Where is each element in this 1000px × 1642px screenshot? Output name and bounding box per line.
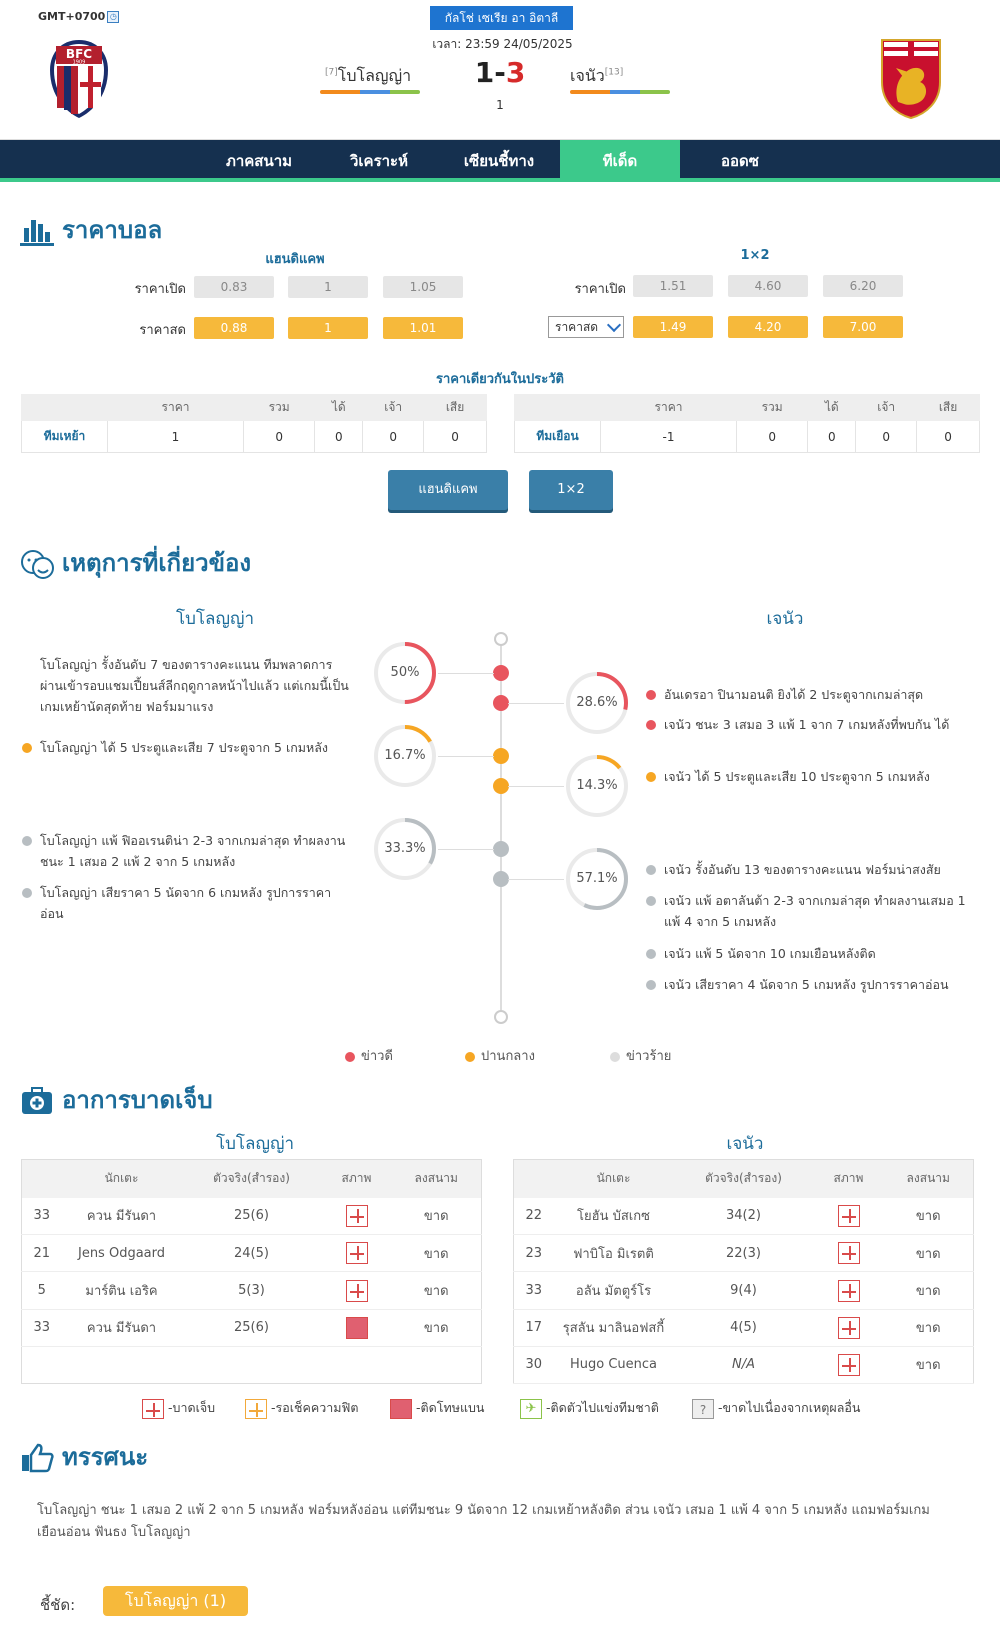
status-cell xyxy=(814,1309,884,1346)
cell: 33 xyxy=(514,1272,554,1309)
col-win: ได้ xyxy=(315,395,363,421)
event-text: เจนัว แพ้ อตาลันต้า 2-3 จากเกมล่าสุด ทำผลงานเสมอ 1 แพ้ 4 จาก 5 เกมหลัง xyxy=(664,893,966,929)
player-name: Hugo Cuenca xyxy=(554,1346,674,1383)
cell: 33 xyxy=(22,1309,62,1346)
opinion-title: ทรรศนะ xyxy=(62,1443,149,1471)
col-team xyxy=(22,395,108,421)
bologna-logo[interactable] xyxy=(48,38,110,120)
cell: 0 xyxy=(856,421,917,453)
injured-icon xyxy=(346,1280,368,1302)
legend-injured xyxy=(142,1398,215,1419)
events-title: เหตุการที่เกี่ยวข้อง xyxy=(62,549,252,577)
cell: 0 xyxy=(363,421,424,453)
event-text: โบโลญญ่า เสียราคา 5 นัดจาก 6 เกมหลัง รูปการราคาอ่อน xyxy=(40,885,332,921)
status-cell xyxy=(322,1272,392,1309)
timeline-dot-away-good xyxy=(493,695,509,711)
legend-label: -บาดเจ็บ xyxy=(168,1400,216,1415)
cell: 0 xyxy=(244,421,315,453)
svg-text:1909: 1909 xyxy=(72,59,86,66)
legend-other xyxy=(692,1398,860,1419)
table-header xyxy=(515,395,980,421)
col-status: สภาพ xyxy=(322,1160,392,1198)
events-section-title xyxy=(20,543,251,582)
col-lose: เสีย xyxy=(917,395,980,421)
event-text: เจนัว ชนะ 3 เสมอ 3 แพ้ 1 จาก 7 เกมหลังที่พบกัน ได้ xyxy=(664,717,950,732)
col-num xyxy=(22,1160,62,1198)
nav-experts[interactable]: เซียนชี้ทาง xyxy=(463,152,535,170)
timeline-end xyxy=(494,1010,508,1024)
cell: -1 xyxy=(601,421,737,453)
legend-national xyxy=(520,1398,659,1419)
home-bad-event-2 xyxy=(40,882,350,924)
timezone-label: GMT+0700 xyxy=(38,10,106,23)
col-lose: เสีย xyxy=(424,395,487,421)
cell: 9(4) xyxy=(674,1272,814,1309)
injuries-section-title xyxy=(20,1080,213,1119)
genoa-logo[interactable] xyxy=(880,38,942,120)
status-cell xyxy=(814,1198,884,1235)
cell: 0 xyxy=(315,421,363,453)
injured-icon xyxy=(838,1354,860,1376)
hc-open-line[interactable]: 1 xyxy=(288,276,368,298)
thumbs-up-icon xyxy=(20,1443,54,1473)
hc-open-home[interactable]: 0.83 xyxy=(194,276,274,298)
hc-live-away[interactable]: 1.01 xyxy=(383,317,463,339)
injured-icon xyxy=(346,1205,368,1227)
cell: N/A xyxy=(674,1346,814,1383)
legend-label: ข่าวร้าย xyxy=(626,1049,672,1064)
cell: 22 xyxy=(514,1198,554,1235)
timeline-dot-away-neutral xyxy=(493,778,509,794)
cell: 1 xyxy=(108,421,244,453)
event-text: เจนัว รั้งอันดับ 13 ของตารางคะแนน ฟอร์มน่าสงสัย xyxy=(664,862,941,877)
bad-dot xyxy=(646,980,656,990)
timeline-start xyxy=(494,632,508,646)
neutral-dot xyxy=(646,772,656,782)
score-separator: - xyxy=(494,56,506,89)
col-num xyxy=(514,1160,554,1198)
away-rank: [13] xyxy=(604,67,624,78)
timeline-dot-home-good xyxy=(493,665,509,681)
cell: 34(2) xyxy=(674,1198,814,1235)
cell: 0 xyxy=(424,421,487,453)
faces-icon xyxy=(20,549,54,579)
status-cell xyxy=(814,1272,884,1309)
pick-label: ชี้ชัด: xyxy=(40,1596,76,1614)
bar-chart-icon xyxy=(20,216,54,246)
nav-field[interactable]: ภาคสนาม xyxy=(225,152,293,170)
status-cell xyxy=(322,1198,392,1235)
events-home-team: โบโลญญ่า xyxy=(176,609,254,629)
injuries-table-home xyxy=(21,1159,482,1384)
timeline-dot-home-neutral xyxy=(493,748,509,764)
cell: 22(3) xyxy=(674,1235,814,1272)
cell: 0 xyxy=(808,421,856,453)
history-table-home xyxy=(21,394,487,453)
opinion-text: โบโลญญ่า ชนะ 1 เสมอ 2 แพ้ 2 จาก 5 เกมหลัง ฟอร์มหลังอ่อน แต่ทีมชนะ 9 นัดจาก 12 เกมเหย้าหลังติด ส่วน เจนัว เสมอ 1 แพ้ 4 จาก 5 เกมหลัง แถมฟอร์มเกมเยือนอ่อน ฟันธง โบโลญญ่า xyxy=(37,1503,930,1540)
home-neutral-event-1 xyxy=(40,737,350,758)
table-row-empty xyxy=(22,1346,482,1383)
league-badge[interactable]: กัลโช่ เซเรีย อา อิตาลี xyxy=(430,6,573,30)
event-text: เจนัว เสียราคา 4 นัดจาก 5 เกมหลัง รูปการราคาอ่อน xyxy=(664,977,949,992)
x12-open-away[interactable]: 6.20 xyxy=(823,275,903,297)
col-total: รวม xyxy=(737,395,808,421)
main-nav xyxy=(0,140,1000,182)
table-header xyxy=(514,1160,974,1198)
connector xyxy=(438,849,494,850)
cell: 23 xyxy=(514,1235,554,1272)
hc-live-home[interactable]: 0.88 xyxy=(194,317,274,339)
cell: ขาด xyxy=(884,1346,974,1383)
away-bad-event-1 xyxy=(664,859,984,880)
svg-text:BFC: BFC xyxy=(65,47,93,61)
pct-away-neutral: 14.3% xyxy=(576,778,618,793)
injured-icon xyxy=(838,1280,860,1302)
cell: ขาด xyxy=(392,1272,482,1309)
pick-badge[interactable]: โบโลญญ่า (1) xyxy=(103,1586,248,1616)
col-player: นักเตะ xyxy=(554,1160,674,1198)
status-cell xyxy=(814,1346,884,1383)
table-row[interactable] xyxy=(514,1346,974,1383)
connector xyxy=(438,673,494,674)
col-odds: ราคา xyxy=(601,395,737,421)
table-row[interactable] xyxy=(514,1198,974,1235)
match-header xyxy=(0,0,1000,140)
pct-home-good: 50% xyxy=(390,665,420,680)
medkit-icon xyxy=(20,1086,54,1116)
legend-suspended xyxy=(390,1398,484,1419)
cell: ขาด xyxy=(884,1272,974,1309)
away-team-name[interactable] xyxy=(570,64,623,89)
x12-live-home[interactable]: 1.49 xyxy=(633,316,713,338)
event-text: เจนัว ได้ 5 ประตูและเสีย 10 ประตูจาก 5 เกมหลัง xyxy=(664,769,930,784)
odds-type-value: ราคาสด xyxy=(555,320,599,334)
legend-good xyxy=(345,1045,393,1066)
suspended-icon xyxy=(390,1399,412,1419)
good-dot xyxy=(345,1052,355,1062)
table-row[interactable] xyxy=(22,1235,482,1272)
home-team-name[interactable] xyxy=(325,64,411,89)
table-row[interactable] xyxy=(22,1272,482,1309)
event-text: อันเดรอา ปินามอนติ ยิงได้ 2 ประตูจากเกมล่าสุด xyxy=(664,687,924,702)
home-bad-event-1 xyxy=(40,830,350,872)
cell: ขาด xyxy=(392,1309,482,1346)
airplane-icon: ✈ xyxy=(520,1399,542,1419)
legend-label: -ติดตัวไปแข่งทีมชาติ xyxy=(546,1400,659,1415)
cell: 30 xyxy=(514,1346,554,1383)
cell: 21 xyxy=(22,1235,62,1272)
x12-title: 1×2 xyxy=(740,248,770,263)
x12-live-draw[interactable]: 4.20 xyxy=(728,316,808,338)
home-name-text: โบโลญญ่า xyxy=(337,66,412,85)
cell: 33 xyxy=(22,1198,62,1235)
nav-tips[interactable]: ทีเด็ด xyxy=(560,140,680,182)
score-home: 1 xyxy=(474,56,495,89)
table-row[interactable] xyxy=(22,1198,482,1235)
handicap-button[interactable]: แฮนดิแคพ xyxy=(388,470,508,510)
nav-analysis[interactable]: วิเคราะห์ xyxy=(349,152,408,170)
cell: 0 xyxy=(917,421,980,453)
connector xyxy=(438,756,494,757)
odds-section-title xyxy=(20,210,162,249)
pct-away-bad: 57.1% xyxy=(576,871,618,886)
legend-label: ข่าวดี xyxy=(361,1049,393,1064)
col-apps: ตัวจริง(สำรอง) xyxy=(674,1160,814,1198)
x12-open-draw[interactable]: 4.60 xyxy=(728,275,808,297)
cell: ขาด xyxy=(392,1198,482,1235)
score-away: 3 xyxy=(505,56,526,89)
hc-open-away[interactable]: 1.05 xyxy=(383,276,463,298)
table-header xyxy=(22,395,487,421)
table-row xyxy=(515,421,980,453)
injuries-title: อาการบาดเจ็บ xyxy=(62,1086,213,1114)
opinion-section-title xyxy=(20,1437,148,1476)
cell: 0 xyxy=(737,421,808,453)
player-name: ควน มีรันดา xyxy=(62,1309,182,1346)
x12-open-label: ราคาเปิด xyxy=(574,282,626,297)
away-good-event-2 xyxy=(664,714,984,735)
injured-icon xyxy=(142,1399,164,1419)
event-text: โบโลญญ่า ได้ 5 ประตูและเสีย 7 ประตูจาก 5 เกมหลัง xyxy=(40,740,329,755)
col-player: นักเตะ xyxy=(62,1160,182,1198)
timeline-dot-away-bad xyxy=(493,871,509,887)
hc-open-label: ราคาเปิด xyxy=(134,282,186,297)
player-name: ควน มีรันดา xyxy=(62,1198,182,1235)
away-name-text: เจนัว xyxy=(570,66,605,85)
neutral-dot xyxy=(22,743,32,753)
injured-icon xyxy=(838,1205,860,1227)
legend-label: -ขาดไปเนื่องจากเหตุผลอื่น xyxy=(718,1400,861,1415)
away-bad-event-2 xyxy=(664,890,984,932)
col-total: รวม xyxy=(244,395,315,421)
hc-live-line[interactable]: 1 xyxy=(288,317,368,339)
pct-home-neutral: 16.7% xyxy=(384,748,426,763)
legend-label: ปานกลาง xyxy=(481,1049,535,1064)
legend-bad xyxy=(610,1045,671,1066)
status-cell xyxy=(322,1309,392,1346)
good-dot xyxy=(646,690,656,700)
nav-odds[interactable]: ออดซ xyxy=(721,152,759,170)
cell: 17 xyxy=(514,1309,554,1346)
cell: ขาด xyxy=(884,1198,974,1235)
injured-icon xyxy=(838,1317,860,1339)
home-rank: [7] xyxy=(325,67,338,78)
event-text: เจนัว แพ้ 5 นัดจาก 10 เกมเยือนหลังติด xyxy=(664,946,876,961)
col-play: ลงสนาม xyxy=(884,1160,974,1198)
col-apps: ตัวจริง(สำรอง) xyxy=(182,1160,322,1198)
events-away-team: เจนัว xyxy=(766,609,804,629)
bad-dot xyxy=(610,1052,620,1062)
table-row[interactable] xyxy=(514,1272,974,1309)
cell: 4(5) xyxy=(674,1309,814,1346)
legend-fitness xyxy=(245,1398,358,1419)
empty-cell xyxy=(22,1346,482,1383)
table-row[interactable] xyxy=(514,1235,974,1272)
player-name: ฟาบิโอ มิเรตติ xyxy=(554,1235,674,1272)
pct-away-good: 28.6% xyxy=(576,695,618,710)
away-underline xyxy=(570,90,670,94)
injuries-away-team: เจนัว xyxy=(726,1134,764,1154)
col-win: ได้ xyxy=(808,395,856,421)
event-text: โบโลญญ่า รั้งอันดับ 7 ของตารางคะแนน ทีมพลาดการผ่านเข้ารอบแชมเปี้ยนส์ลีกฤดูกาลหน้าไปแล้ว แต่เกมนี้เป็นเกมเหย้านัดสุดท้าย ฟอร์มมาแรง xyxy=(40,657,349,714)
col-status: สภาพ xyxy=(814,1160,884,1198)
injuries-home-team: โบโลญญ่า xyxy=(216,1134,294,1154)
pct-home-bad: 33.3% xyxy=(384,841,426,856)
timezone[interactable] xyxy=(38,10,119,23)
row-team-label: ทีมเหย้า xyxy=(22,421,108,453)
col-draw: เจ้า xyxy=(363,395,424,421)
event-text: โบโลญญ่า แพ้ ฟิออเรนติน่า 2-3 จากเกมล่าสุด ทำผลงานชนะ 1 เสมอ 2 แพ้ 2 จาก 5 เกมหลัง xyxy=(40,833,346,869)
round: 1 xyxy=(496,98,504,112)
hc-live-label: ราคาสด xyxy=(139,323,186,338)
player-name: อลัน มัตตูร์โร xyxy=(554,1272,674,1309)
home-good-event-1 xyxy=(40,654,350,714)
away-good-event-1 xyxy=(664,684,984,705)
chevron-down-icon xyxy=(607,318,621,332)
legend-label: -ติดโทษแบน xyxy=(416,1400,485,1415)
connector xyxy=(508,786,564,787)
injured-icon xyxy=(838,1242,860,1264)
connector xyxy=(508,879,564,880)
x12-open-home[interactable]: 1.51 xyxy=(633,275,713,297)
player-name: รุสลัน มาลินอฟสกี้ xyxy=(554,1309,674,1346)
x12-button[interactable]: 1×2 xyxy=(529,470,613,510)
player-name: โยฮัน บัสเกซ xyxy=(554,1198,674,1235)
suspended-icon xyxy=(346,1317,368,1339)
bad-dot xyxy=(22,888,32,898)
clock-icon[interactable]: ◷ xyxy=(107,11,119,23)
cell: ขาด xyxy=(884,1309,974,1346)
cell: 25(6) xyxy=(182,1198,322,1235)
odds-type-select[interactable] xyxy=(548,316,624,338)
player-name: มาร์ติน เอริค xyxy=(62,1272,182,1309)
away-bad-event-3 xyxy=(664,943,984,964)
injured-icon xyxy=(346,1242,368,1264)
col-play: ลงสนาม xyxy=(392,1160,482,1198)
neutral-dot xyxy=(465,1052,475,1062)
good-dot xyxy=(646,720,656,730)
score xyxy=(470,56,530,89)
question-icon: ? xyxy=(692,1399,714,1419)
home-underline xyxy=(320,90,420,94)
timeline-dot-home-bad xyxy=(493,841,509,857)
injuries-table-away xyxy=(513,1159,974,1384)
x12-live-away[interactable]: 7.00 xyxy=(823,316,903,338)
history-title: ราคาเดียวกันในประวัติ xyxy=(435,372,565,387)
bad-dot xyxy=(22,836,32,846)
status-cell xyxy=(814,1235,884,1272)
odds-title: ราคาบอล xyxy=(62,216,163,244)
player-name: Jens Odgaard xyxy=(62,1235,182,1272)
table-row xyxy=(22,421,487,453)
status-cell xyxy=(322,1235,392,1272)
cell: 25(6) xyxy=(182,1309,322,1346)
cell: 24(5) xyxy=(182,1235,322,1272)
col-odds: ราคา xyxy=(108,395,244,421)
away-bad-event-4 xyxy=(664,974,984,995)
bad-dot xyxy=(646,865,656,875)
table-header xyxy=(22,1160,482,1198)
cell: ขาด xyxy=(884,1235,974,1272)
row-team-label: ทีมเยือน xyxy=(515,421,601,453)
match-time: เวลา: 23:59 24/05/2025 xyxy=(432,37,573,51)
cell: ขาด xyxy=(392,1235,482,1272)
history-table-away xyxy=(514,394,980,453)
legend-neutral xyxy=(465,1045,535,1066)
table-row[interactable] xyxy=(514,1309,974,1346)
legend-label: -รอเช็คความฟิต xyxy=(271,1400,359,1415)
cell: 5 xyxy=(22,1272,62,1309)
connector xyxy=(508,703,564,704)
handicap-title: แฮนดิแคพ xyxy=(265,252,325,267)
fitness-check-icon xyxy=(245,1399,267,1419)
col-draw: เจ้า xyxy=(856,395,917,421)
col-team xyxy=(515,395,601,421)
bad-dot xyxy=(646,896,656,906)
bad-dot xyxy=(646,949,656,959)
table-row[interactable] xyxy=(22,1309,482,1346)
cell: 5(3) xyxy=(182,1272,322,1309)
away-neutral-event-1 xyxy=(664,766,984,787)
